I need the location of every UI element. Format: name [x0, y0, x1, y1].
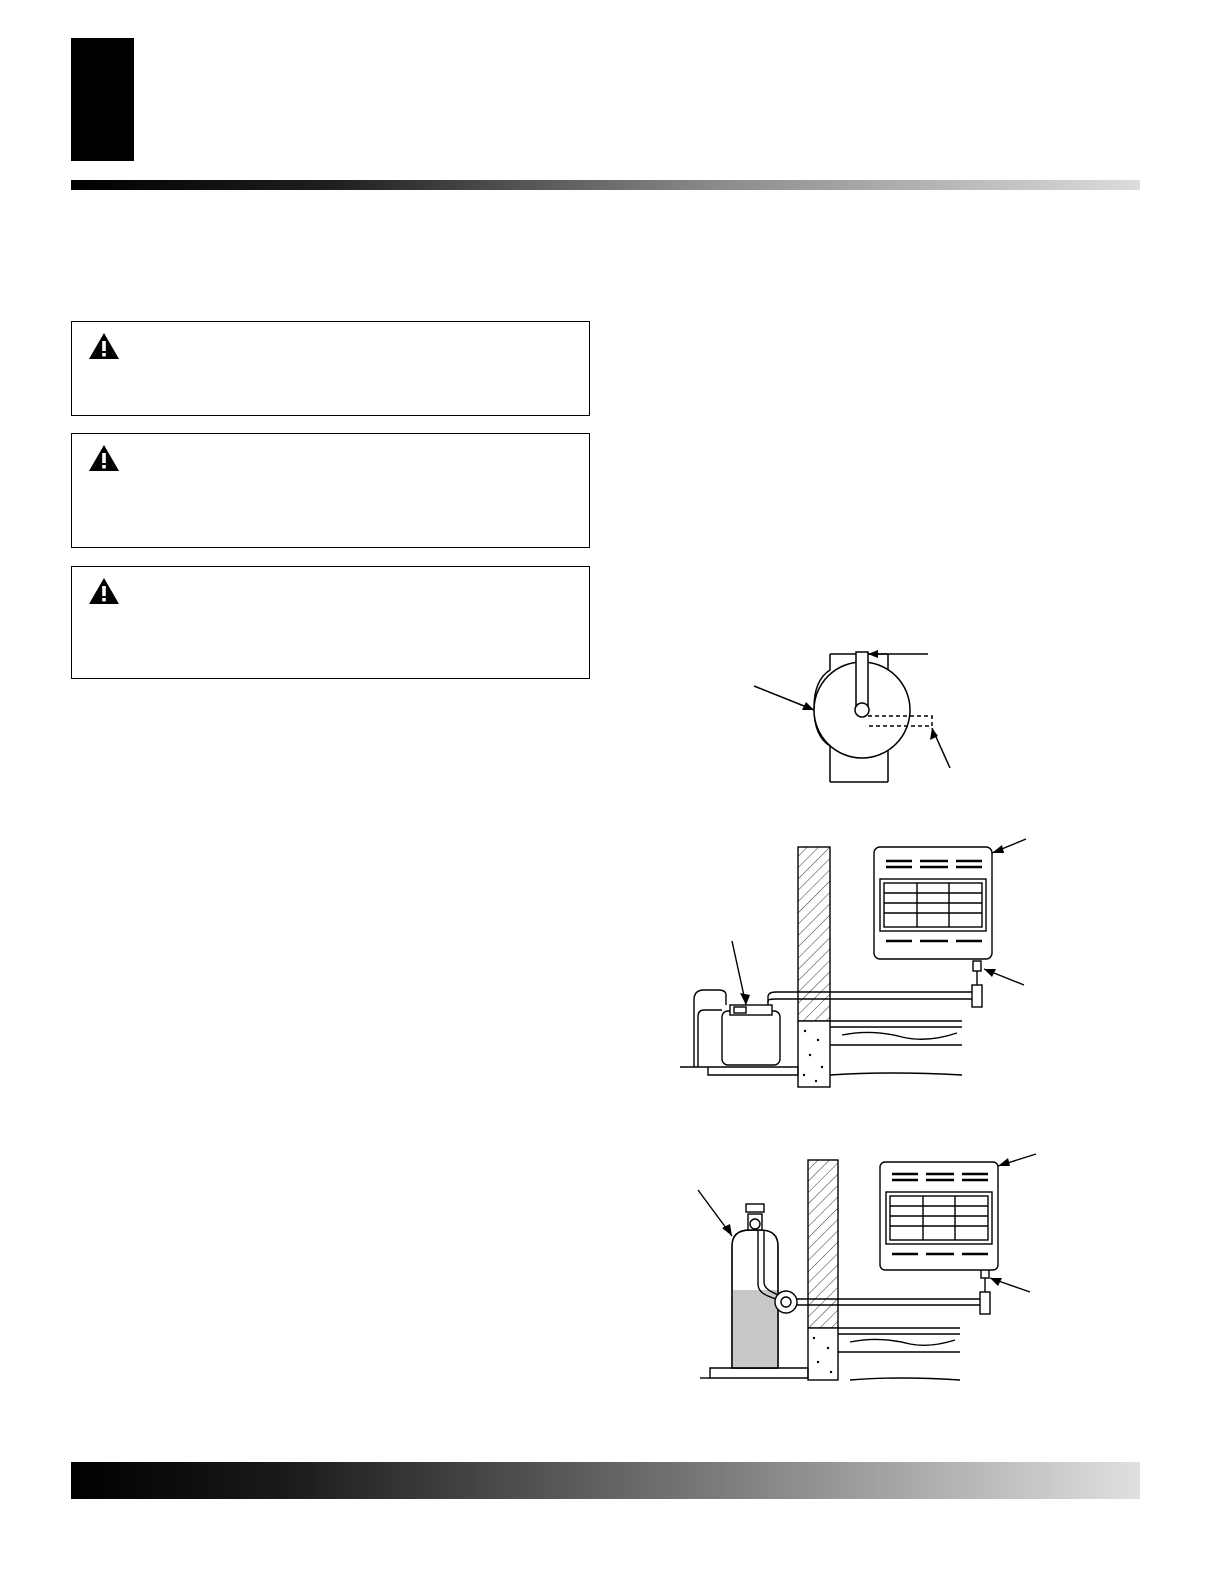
propane-tank-installation [690, 1152, 1045, 1387]
section-tab [71, 38, 134, 161]
warning-box-1 [71, 321, 590, 416]
warning-triangle-icon [88, 577, 120, 605]
footer-bar [71, 1462, 1140, 1499]
warning-box-2 [71, 433, 590, 548]
valve-figure [740, 640, 970, 790]
warning-box-3 [71, 566, 590, 679]
natural-gas-meter-installation [672, 835, 1042, 1095]
warning-triangle-icon [88, 444, 120, 472]
header-rule [71, 180, 1140, 190]
warning-triangle-icon [88, 332, 120, 360]
